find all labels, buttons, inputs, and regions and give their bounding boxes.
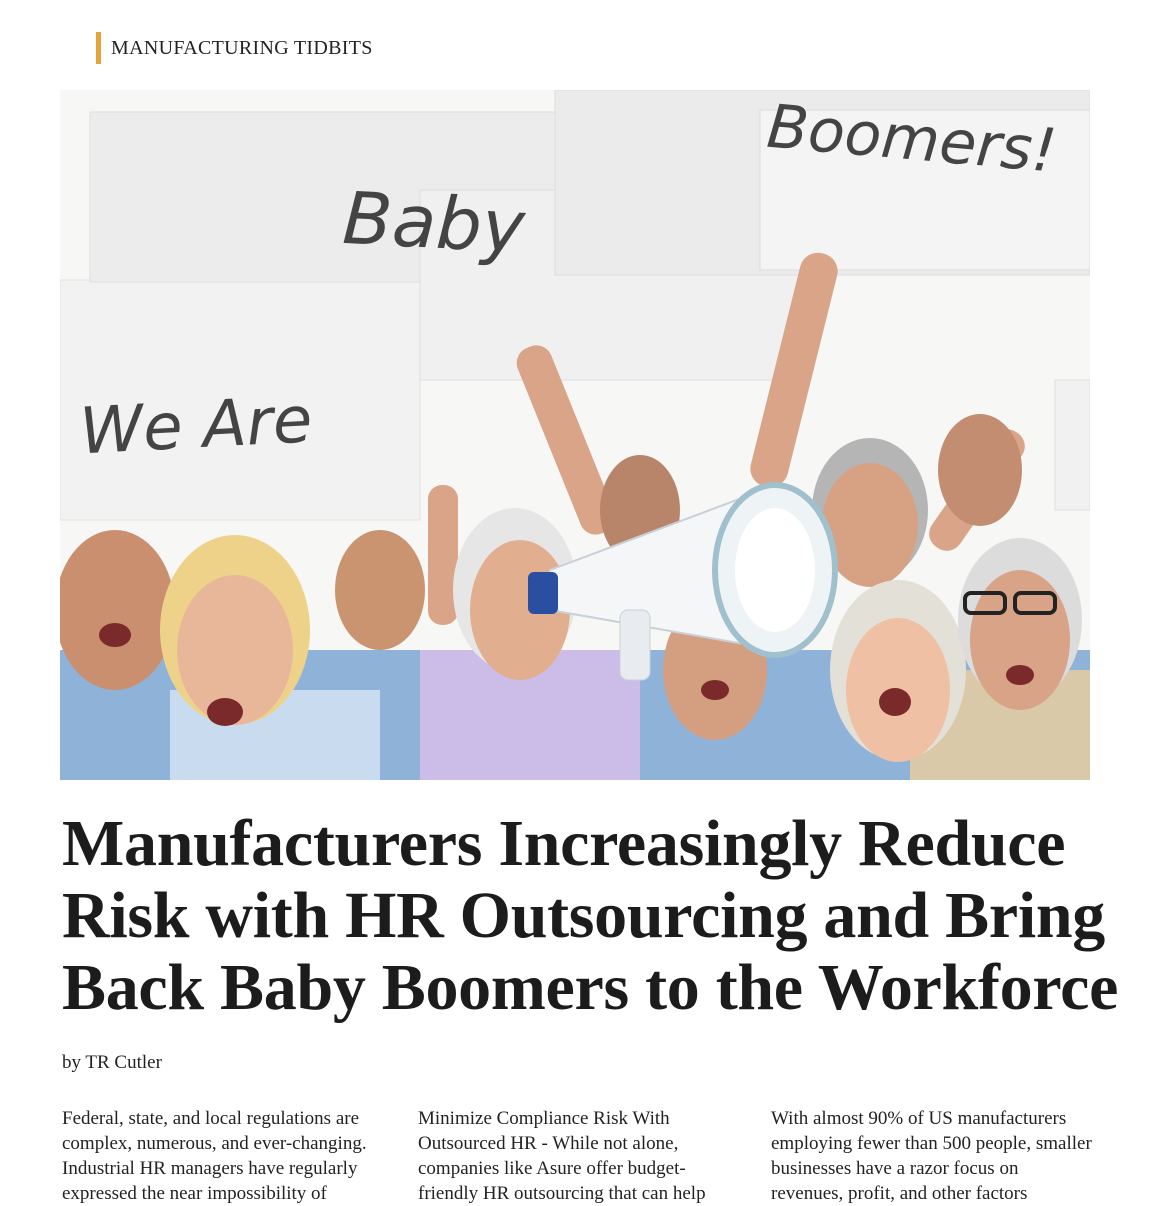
hero-image [60,90,1090,780]
article-column-2: Minimize Compliance Risk With Outsourced HR - While not alone, companies like Asure offer budget-friendly HR outsourcing that can help [418,1108,706,1204]
section-label [96,32,373,64]
sign-text-we-are: We Are [77,383,314,470]
article-byline: by TR Cutler [62,1052,162,1073]
sign-text-baby: Baby [340,175,527,270]
article-column-3: With almost 90% of US manufacturers employing fewer than 500 people, smaller businesses have a razor focus on revenues, profit, and other factors [771,1108,1092,1204]
section-title: MANUFACTURING TIDBITS [111,36,373,59]
sign-text-boomers: Boomers! [764,91,1060,187]
article-headline: Manufacturers Increasingly Reduce Risk with HR Outsourcing and Bring Back Baby Boomers to the Workforce [62,807,1119,1024]
section-accent-bar [96,32,101,64]
article-column-1: Federal, state, and local regulations are complex, numerous, and ever-changing. Industrial HR managers have regularly expressed the near impossibility of [62,1108,367,1204]
